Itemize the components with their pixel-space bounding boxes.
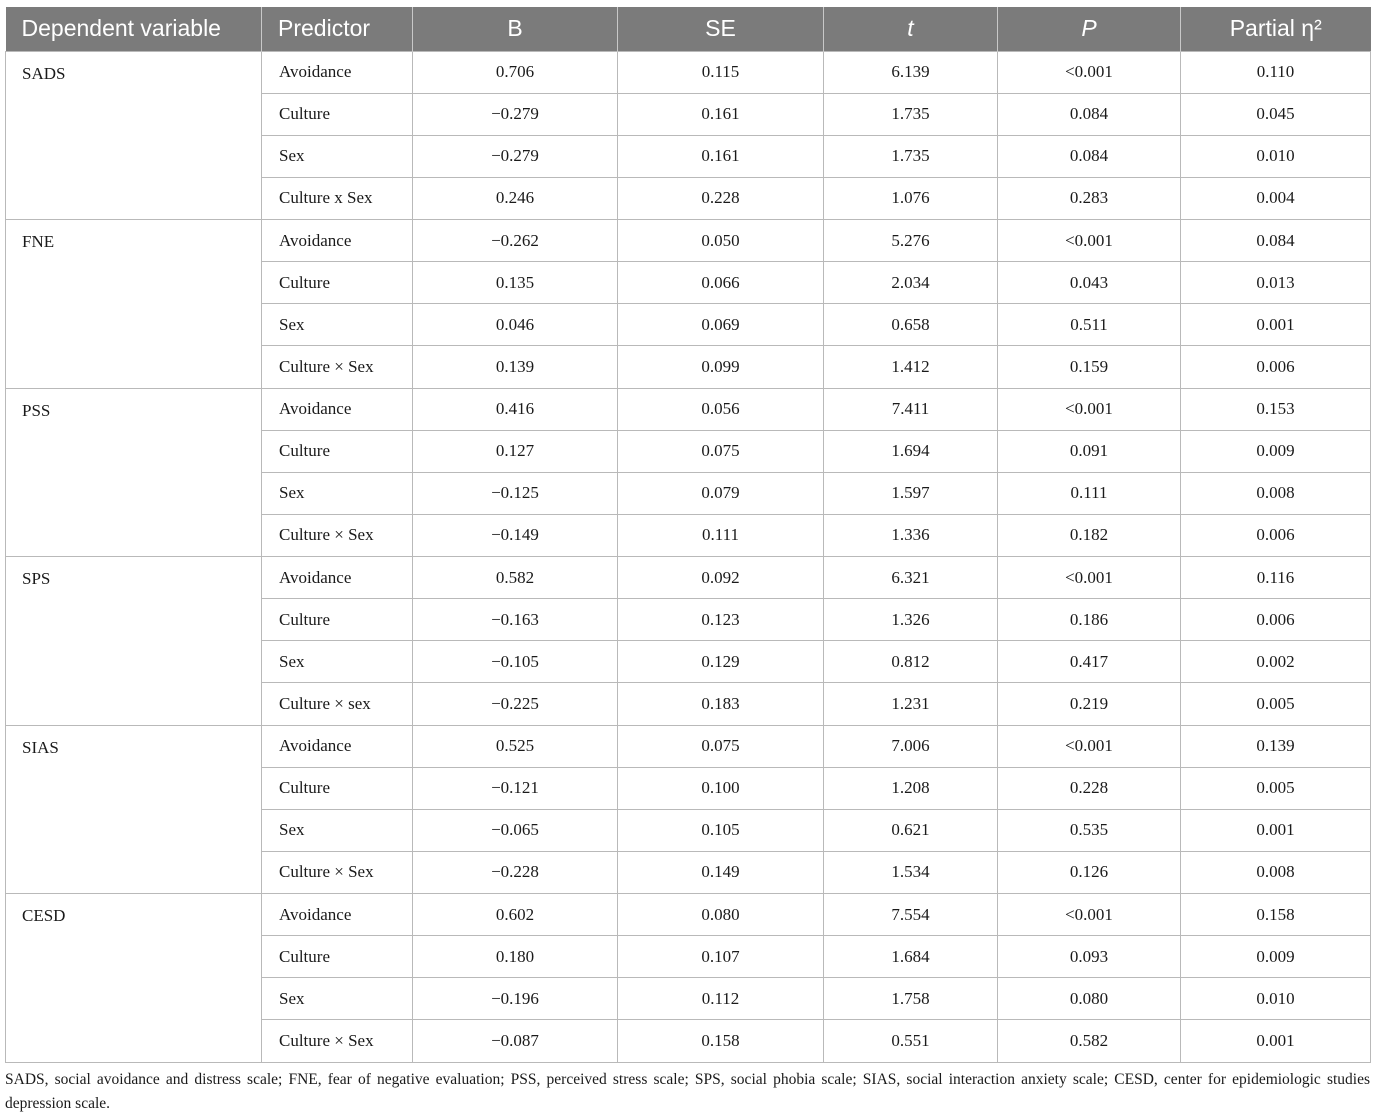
cell-t: 1.231 — [824, 683, 998, 725]
cell-partial-eta-squared: 0.009 — [1181, 430, 1371, 472]
cell-p: <0.001 — [998, 725, 1181, 767]
predictor-cell: Culture x Sex — [262, 177, 413, 219]
header-p-label: P — [1081, 15, 1097, 42]
header-dependent-variable: Dependent variable — [6, 7, 262, 51]
cell-t: 1.412 — [824, 346, 998, 388]
cell-partial-eta-squared: 0.006 — [1181, 599, 1371, 641]
cell-t: 1.336 — [824, 514, 998, 556]
cell-t: 0.551 — [824, 1020, 998, 1062]
cell-se: 0.158 — [618, 1020, 824, 1062]
cell-partial-eta-squared: 0.005 — [1181, 767, 1371, 809]
cell-b: −0.121 — [413, 767, 618, 809]
cell-t: 1.735 — [824, 93, 998, 135]
predictor-cell: Sex — [262, 978, 413, 1020]
cell-partial-eta-squared: 0.158 — [1181, 894, 1371, 936]
cell-b: −0.196 — [413, 978, 618, 1020]
cell-t: 1.597 — [824, 472, 998, 514]
cell-se: 0.161 — [618, 93, 824, 135]
cell-p: <0.001 — [998, 557, 1181, 599]
cell-partial-eta-squared: 0.084 — [1181, 220, 1371, 262]
cell-se: 0.066 — [618, 262, 824, 304]
cell-se: 0.112 — [618, 978, 824, 1020]
cell-p: <0.001 — [998, 894, 1181, 936]
cell-p: 0.093 — [998, 936, 1181, 978]
predictor-cell: Culture — [262, 262, 413, 304]
cell-b: −0.105 — [413, 641, 618, 683]
predictor-cell: Avoidance — [262, 220, 413, 262]
table-row — [6, 894, 1371, 936]
cell-partial-eta-squared: 0.010 — [1181, 978, 1371, 1020]
cell-partial-eta-squared: 0.001 — [1181, 304, 1371, 346]
header-partial-eta-squared: Partial η² — [1181, 7, 1371, 51]
cell-se: 0.080 — [618, 894, 824, 936]
cell-se: 0.107 — [618, 936, 824, 978]
cell-t: 6.321 — [824, 557, 998, 599]
cell-t: 0.812 — [824, 641, 998, 683]
cell-se: 0.161 — [618, 135, 824, 177]
cell-t: 1.326 — [824, 599, 998, 641]
cell-t: 5.276 — [824, 220, 998, 262]
cell-p: 0.091 — [998, 430, 1181, 472]
cell-partial-eta-squared: 0.006 — [1181, 514, 1371, 556]
header-t-label: t — [907, 15, 914, 42]
cell-b: −0.225 — [413, 683, 618, 725]
predictor-cell: Sex — [262, 135, 413, 177]
cell-p: 0.186 — [998, 599, 1181, 641]
cell-t: 7.554 — [824, 894, 998, 936]
cell-t: 1.208 — [824, 767, 998, 809]
predictor-cell: Sex — [262, 304, 413, 346]
cell-b: −0.163 — [413, 599, 618, 641]
cell-t: 6.139 — [824, 51, 998, 93]
predictor-cell: Sex — [262, 641, 413, 683]
cell-se: 0.149 — [618, 851, 824, 893]
cell-b: 0.706 — [413, 51, 618, 93]
predictor-cell: Culture — [262, 430, 413, 472]
cell-p: 0.283 — [998, 177, 1181, 219]
cell-se: 0.183 — [618, 683, 824, 725]
cell-t: 0.621 — [824, 809, 998, 851]
cell-se: 0.079 — [618, 472, 824, 514]
predictor-cell: Culture × Sex — [262, 1020, 413, 1062]
cell-partial-eta-squared: 0.153 — [1181, 388, 1371, 430]
cell-partial-eta-squared: 0.110 — [1181, 51, 1371, 93]
cell-t: 1.694 — [824, 430, 998, 472]
table-footnote: SADS, social avoidance and distress scale; FNE, fear of negative evaluation; PSS, perceived stress scale; SPS, social phobia scale; SIAS, social interaction anxiety scale; CESD, center for epidemiologic studies depression scale. — [5, 1071, 1370, 1112]
cell-t: 1.758 — [824, 978, 998, 1020]
predictor-cell: Culture × Sex — [262, 346, 413, 388]
cell-partial-eta-squared: 0.002 — [1181, 641, 1371, 683]
cell-b: 0.135 — [413, 262, 618, 304]
cell-b: 0.180 — [413, 936, 618, 978]
cell-t: 1.534 — [824, 851, 998, 893]
cell-se: 0.228 — [618, 177, 824, 219]
dependent-variable-cell: SADS — [6, 51, 262, 220]
dependent-variable-cell: FNE — [6, 220, 262, 389]
cell-partial-eta-squared: 0.004 — [1181, 177, 1371, 219]
cell-t: 7.006 — [824, 725, 998, 767]
table-row — [6, 51, 1371, 93]
cell-b: −0.279 — [413, 135, 618, 177]
cell-se: 0.129 — [618, 641, 824, 683]
header-b: B — [413, 7, 618, 51]
predictor-cell: Culture — [262, 767, 413, 809]
cell-partial-eta-squared: 0.001 — [1181, 809, 1371, 851]
cell-b: 0.602 — [413, 894, 618, 936]
cell-se: 0.075 — [618, 430, 824, 472]
cell-p: 0.219 — [998, 683, 1181, 725]
dependent-variable-cell: PSS — [6, 388, 262, 557]
predictor-cell: Culture × sex — [262, 683, 413, 725]
dependent-variable-cell: SPS — [6, 557, 262, 726]
predictor-cell: Avoidance — [262, 894, 413, 936]
cell-b: 0.582 — [413, 557, 618, 599]
dependent-variable-cell: SIAS — [6, 725, 262, 894]
cell-p: 0.535 — [998, 809, 1181, 851]
table-row — [6, 725, 1371, 767]
cell-p: 0.182 — [998, 514, 1181, 556]
cell-partial-eta-squared: 0.009 — [1181, 936, 1371, 978]
cell-se: 0.069 — [618, 304, 824, 346]
predictor-cell: Avoidance — [262, 51, 413, 93]
cell-p: 0.582 — [998, 1020, 1181, 1062]
cell-partial-eta-squared: 0.013 — [1181, 262, 1371, 304]
cell-t: 1.684 — [824, 936, 998, 978]
cell-b: 0.246 — [413, 177, 618, 219]
table-body — [6, 51, 1371, 1062]
predictor-cell: Culture × Sex — [262, 514, 413, 556]
cell-partial-eta-squared: 0.008 — [1181, 851, 1371, 893]
cell-t: 0.658 — [824, 304, 998, 346]
cell-se: 0.123 — [618, 599, 824, 641]
cell-p: 0.084 — [998, 135, 1181, 177]
cell-p: 0.084 — [998, 93, 1181, 135]
cell-b: 0.416 — [413, 388, 618, 430]
cell-b: −0.279 — [413, 93, 618, 135]
cell-p: 0.228 — [998, 767, 1181, 809]
cell-se: 0.105 — [618, 809, 824, 851]
predictor-cell: Culture — [262, 93, 413, 135]
header-row — [6, 7, 1371, 51]
cell-partial-eta-squared: 0.006 — [1181, 346, 1371, 388]
cell-p: <0.001 — [998, 220, 1181, 262]
predictor-cell: Sex — [262, 472, 413, 514]
cell-t: 2.034 — [824, 262, 998, 304]
predictor-cell: Avoidance — [262, 725, 413, 767]
predictor-cell: Culture — [262, 599, 413, 641]
cell-b: 0.127 — [413, 430, 618, 472]
table-row — [6, 220, 1371, 262]
cell-partial-eta-squared: 0.010 — [1181, 135, 1371, 177]
predictor-cell: Culture — [262, 936, 413, 978]
cell-partial-eta-squared: 0.045 — [1181, 93, 1371, 135]
table-row — [6, 388, 1371, 430]
cell-b: −0.149 — [413, 514, 618, 556]
header-p — [998, 7, 1181, 51]
header-se: SE — [618, 7, 824, 51]
dependent-variable-cell: CESD — [6, 894, 262, 1063]
cell-se: 0.111 — [618, 514, 824, 556]
cell-p: 0.417 — [998, 641, 1181, 683]
cell-partial-eta-squared: 0.001 — [1181, 1020, 1371, 1062]
cell-b: −0.125 — [413, 472, 618, 514]
cell-b: −0.087 — [413, 1020, 618, 1062]
cell-p: 0.159 — [998, 346, 1181, 388]
cell-p: <0.001 — [998, 388, 1181, 430]
cell-p: 0.126 — [998, 851, 1181, 893]
cell-partial-eta-squared: 0.005 — [1181, 683, 1371, 725]
cell-b: 0.046 — [413, 304, 618, 346]
cell-p: 0.043 — [998, 262, 1181, 304]
predictor-cell: Avoidance — [262, 557, 413, 599]
cell-p: 0.080 — [998, 978, 1181, 1020]
cell-se: 0.050 — [618, 220, 824, 262]
cell-se: 0.056 — [618, 388, 824, 430]
cell-p: 0.111 — [998, 472, 1181, 514]
cell-b: −0.228 — [413, 851, 618, 893]
cell-se: 0.092 — [618, 557, 824, 599]
cell-b: 0.139 — [413, 346, 618, 388]
header-predictor: Predictor — [262, 7, 413, 51]
predictor-cell: Sex — [262, 809, 413, 851]
cell-b: 0.525 — [413, 725, 618, 767]
cell-t: 1.076 — [824, 177, 998, 219]
header-t — [824, 7, 998, 51]
cell-se: 0.100 — [618, 767, 824, 809]
cell-se: 0.115 — [618, 51, 824, 93]
cell-se: 0.075 — [618, 725, 824, 767]
cell-partial-eta-squared: 0.116 — [1181, 557, 1371, 599]
regression-table — [5, 7, 1371, 1063]
cell-t: 7.411 — [824, 388, 998, 430]
cell-b: −0.262 — [413, 220, 618, 262]
cell-p: <0.001 — [998, 51, 1181, 93]
cell-p: 0.511 — [998, 304, 1181, 346]
predictor-cell: Culture × Sex — [262, 851, 413, 893]
cell-se: 0.099 — [618, 346, 824, 388]
cell-b: −0.065 — [413, 809, 618, 851]
table-row — [6, 557, 1371, 599]
predictor-cell: Avoidance — [262, 388, 413, 430]
cell-partial-eta-squared: 0.008 — [1181, 472, 1371, 514]
cell-t: 1.735 — [824, 135, 998, 177]
cell-partial-eta-squared: 0.139 — [1181, 725, 1371, 767]
